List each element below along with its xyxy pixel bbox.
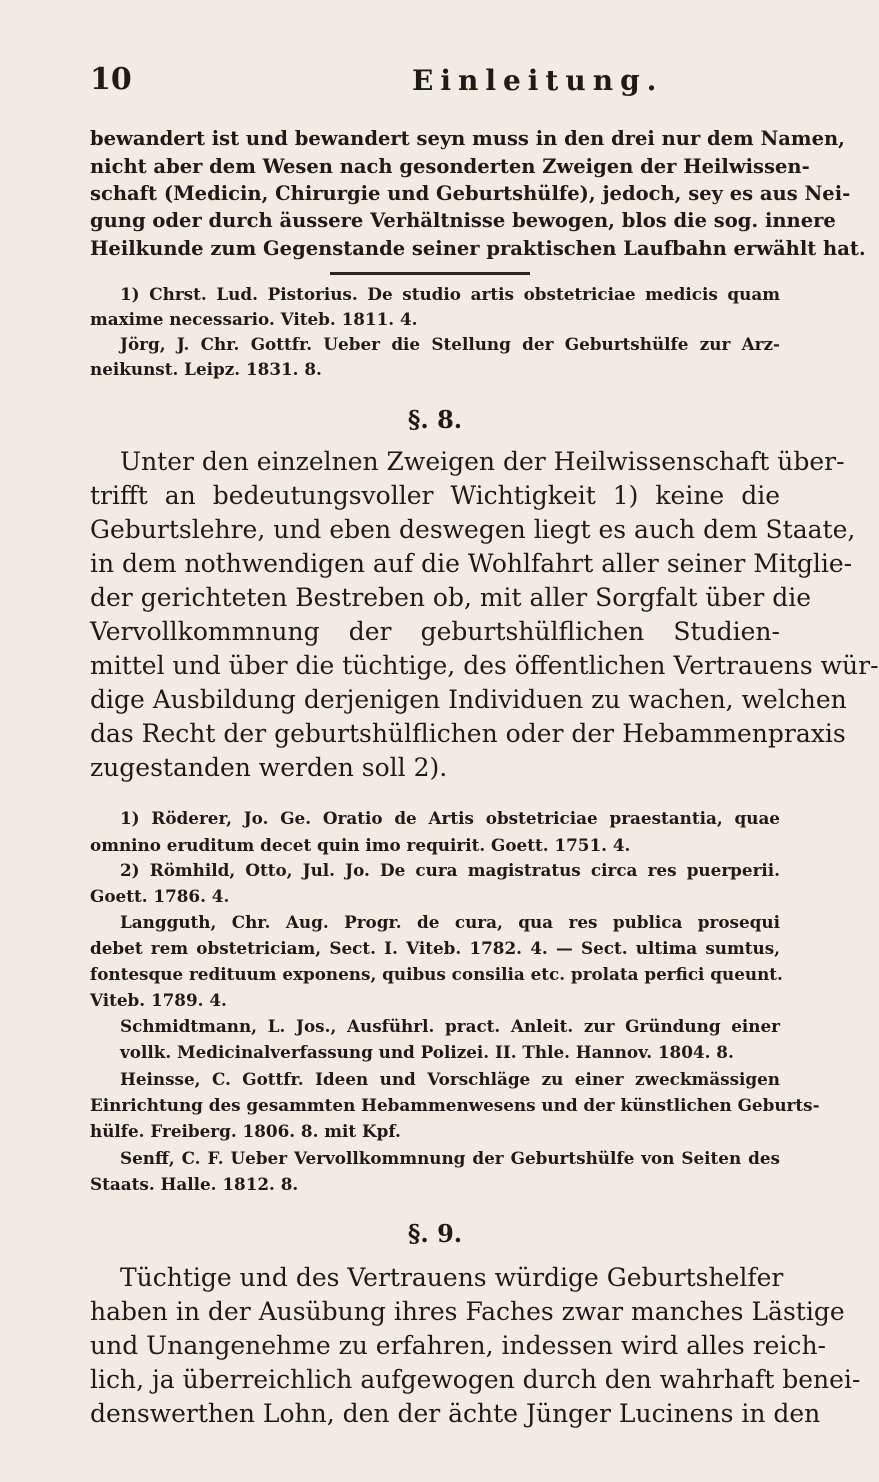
footnote-line: vollk. Medicinalverfassung und Polizei. II. Thle. Hannov. 1804. 8. [120, 1042, 734, 1062]
body-line: lich, ja überreichlich aufgewogen durch den wahrhaft benei- [90, 1365, 861, 1394]
footnote-rule [330, 272, 530, 275]
footnote-line: neikunst. Leipz. 1831. 8. [90, 359, 322, 379]
footnote-line: Jörg, J. Chr. Gottfr. Ueber die Stellung der Geburtshülfe zur Arz- [120, 334, 780, 354]
section-heading: §. 8. [407, 405, 463, 434]
page-header [90, 62, 750, 102]
footnote-line: 2) Römhild, Otto, Jul. Jo. De cura magistratus circa res puerperii. [120, 860, 780, 880]
intro-line: schaft (Medicin, Chirurgie und Geburtshülfe), jedoch, sey es aus Nei- [90, 182, 851, 205]
footnote-line: Schmidtmann, L. Jos., Ausführl. pract. Anleit. zur Gründung einer [120, 1016, 780, 1036]
section-heading: §. 9. [407, 1219, 463, 1248]
body-line: Vervollkommnung der geburtshülflichen Studien- [90, 617, 780, 646]
body-line: Unter den einzelnen Zweigen der Heilwissenschaft über- [120, 447, 845, 476]
body-line: haben in der Ausübung ihres Faches zwar manches Lästige [90, 1297, 845, 1326]
footnote-line: Staats. Halle. 1812. 8. [90, 1174, 299, 1194]
body-line: mittel und über die tüchtige, des öffentlichen Vertrauens wür- [90, 651, 879, 680]
body-line: das Recht der geburtshülflichen oder der Hebammenpraxis [90, 719, 846, 748]
footnote-line: Langguth, Chr. Aug. Progr. de cura, qua res publica prosequi [120, 912, 780, 932]
footnote-line: maxime necessario. Viteb. 1811. 4. [90, 309, 418, 329]
footnote-line: Heinsse, C. Gottfr. Ideen und Vorschläge zu einer zweckmässigen [120, 1069, 780, 1089]
intro-line: nicht aber dem Wesen nach gesonderten Zweigen der Heilwissen- [90, 155, 810, 178]
body-line: in dem nothwendigen auf die Wohlfahrt aller seiner Mitglie- [90, 549, 853, 578]
intro-line: gung oder durch äussere Verhältnisse bewogen, blos die sog. innere [90, 209, 836, 232]
footnote-line: hülfe. Freiberg. 1806. 8. mit Kpf. [90, 1121, 401, 1141]
body-line: Tüchtige und des Vertrauens würdige Geburtshelfer [120, 1263, 784, 1292]
body-line: dige Ausbildung derjenigen Individuen zu wachen, welchen [90, 685, 847, 714]
footnote-line: Viteb. 1789. 4. [90, 990, 227, 1010]
footnote-line: omnino eruditum decet quin imo requirit. Goett. 1751. 4. [90, 835, 631, 855]
intro-line: bewandert ist und bewandert seyn muss in den drei nur dem Namen, [90, 127, 845, 150]
footnote-line: Einrichtung des gesammten Hebammenwesens und der künstlichen Geburts- [90, 1095, 820, 1115]
footnote-line: fontesque redituum exponens, quibus consilia etc. prolata perfici queunt. [90, 964, 783, 984]
body-line: Geburtslehre, und eben deswegen liegt es auch dem Staate, [90, 515, 856, 544]
footnote-line: 1) Röderer, Jo. Ge. Oratio de Artis obstetriciae praestantia, quae [120, 808, 780, 828]
footnote-line: 1) Chrst. Lud. Pistorius. De studio artis obstetriciae medicis quam [120, 284, 780, 304]
body-line: zugestanden werden soll 2). [90, 753, 448, 782]
footnote-line: Senff, C. F. Ueber Vervollkommnung der Geburtshülfe von Seiten des [120, 1148, 780, 1168]
intro-line: Heilkunde zum Gegenstande seiner praktischen Laufbahn erwählt hat. [90, 237, 866, 260]
body-line: trifft an bedeutungsvoller Wichtigkeit 1) keine die [90, 481, 780, 510]
body-line: der gerichteten Bestreben ob, mit aller Sorgfalt über die [90, 583, 812, 612]
page-number: 10 [90, 62, 132, 97]
body-line: denswerthen Lohn, den der ächte Jünger Lucinens in den [90, 1399, 821, 1428]
footnote-line: Goett. 1786. 4. [90, 886, 230, 906]
footnote-line: debet rem obstetriciam, Sect. I. Viteb. 1782. 4. — Sect. ultima sumtus, [90, 938, 780, 958]
body-line: und Unangenehme zu erfahren, indessen wird alles reich- [90, 1331, 826, 1360]
running-head: Einleitung. [412, 64, 664, 97]
